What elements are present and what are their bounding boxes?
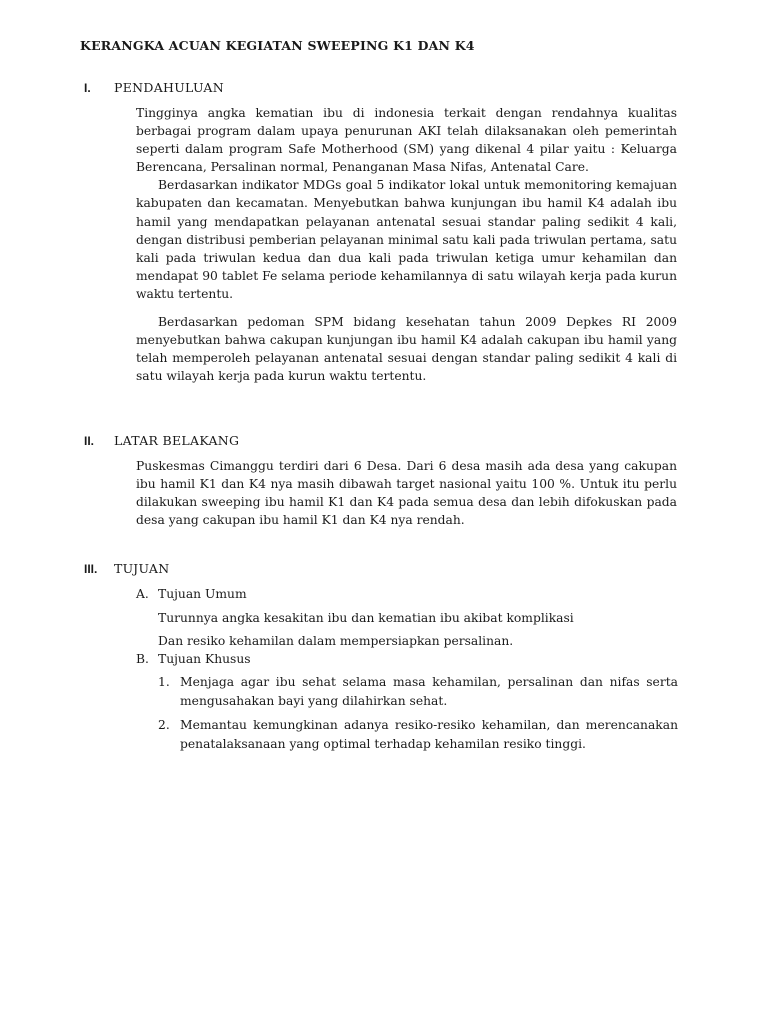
paragraph: Turunnya angka kesakitan ibu dan kematian ibu akibat komplikasi — [158, 611, 574, 625]
list-number: 1. — [158, 675, 170, 689]
document-title: KERANGKA ACUAN KEGIATAN SWEEPING K1 DAN K4 — [80, 38, 475, 53]
paragraph: Berdasarkan pedoman SPM bidang kesehatan tahun 2009 Depkes RI 2009 menyebutkan bahwa cakupan kunjungan ibu hamil K4 adalah cakupan ibu hamil yang telah memperoleh pelayanan antenatal sesuai dengan standar paling sedikit 4 kali di satu wilayah kerja pada kurun waktu tertentu. — [136, 315, 677, 384]
subsection-letter: A. — [136, 587, 149, 601]
subsection-heading — [136, 585, 684, 603]
paragraph: Berdasarkan indikator MDGs goal 5 indikator lokal untuk memonitoring kemajuan kabupaten dan kecamatan. Menyebutkan bahwa kunjungan ibu hamil K4 adalah ibu hamil yang mendapatkan pelayanan antenatal sesuai standar paling sedikit 4 kali, dengan distribusi pemberian pelayanan minimal satu kali pada triwulan pertama, satu kali pada triwulan kedua dan dua kali pada triwulan ketiga umur kehamilan dan mendapat 90 tablet Fe selama periode kehamilannya di satu wilayah kerja pada kurun waktu tertentu. — [136, 178, 677, 301]
section-pendahuluan — [84, 80, 684, 385]
section-number: III. — [84, 562, 98, 576]
section-title: PENDAHULUAN — [114, 80, 224, 95]
section-tujuan — [84, 561, 684, 753]
list-text: Memantau kemungkinan adanya resiko-resiko kehamilan, dan merencanakan penatalaksanaan yang optimal terhadap kehamilan resiko tinggi. — [180, 718, 678, 751]
section-number: II. — [84, 434, 95, 448]
subsection-heading — [136, 650, 684, 668]
subsection-letter: B. — [136, 652, 149, 666]
section-heading — [84, 80, 684, 98]
list-item — [158, 673, 678, 710]
section-title: TUJUAN — [114, 561, 170, 576]
section-latar-belakang — [84, 433, 684, 529]
paragraph: Dan resiko kehamilan dalam mempersiapkan persalinan. — [158, 634, 514, 648]
section-number: I. — [84, 81, 91, 95]
subsection-title: Tujuan Umum — [158, 587, 247, 601]
subsection-title: Tujuan Khusus — [158, 652, 251, 666]
paragraph: Puskesmas Cimanggu terdiri dari 6 Desa. Dari 6 desa masih ada desa yang cakupan ibu hamil K1 dan K4 nya masih dibawah target nasional yaitu 100 %. Untuk itu perlu dilakukan sweeping ibu hamil K1 dan K4 pada semua desa dan lebih difokuskan pada desa yang cakupan ibu hamil K1 dan K4 nya rendah. — [136, 459, 677, 528]
list-item — [158, 716, 678, 753]
list-text: Menjaga agar ibu sehat selama masa kehamilan, persalinan dan nifas serta mengusahakan bayi yang dilahirkan sehat. — [180, 675, 678, 708]
section-heading — [84, 561, 684, 579]
paragraph: Tingginya angka kematian ibu di indonesia terkait dengan rendahnya kualitas berbagai program dalam upaya penurunan AKI telah dilaksanakan oleh pemerintah seperti dalam program Safe Motherhood (SM) yang dikenal 4 pilar yaitu : Keluarga Berencana, Persalinan normal, Penanganan Masa Nifas, Antenatal Care. — [136, 106, 677, 175]
section-title: LATAR BELAKANG — [114, 433, 240, 448]
section-heading — [84, 433, 684, 451]
list-number: 2. — [158, 718, 170, 732]
